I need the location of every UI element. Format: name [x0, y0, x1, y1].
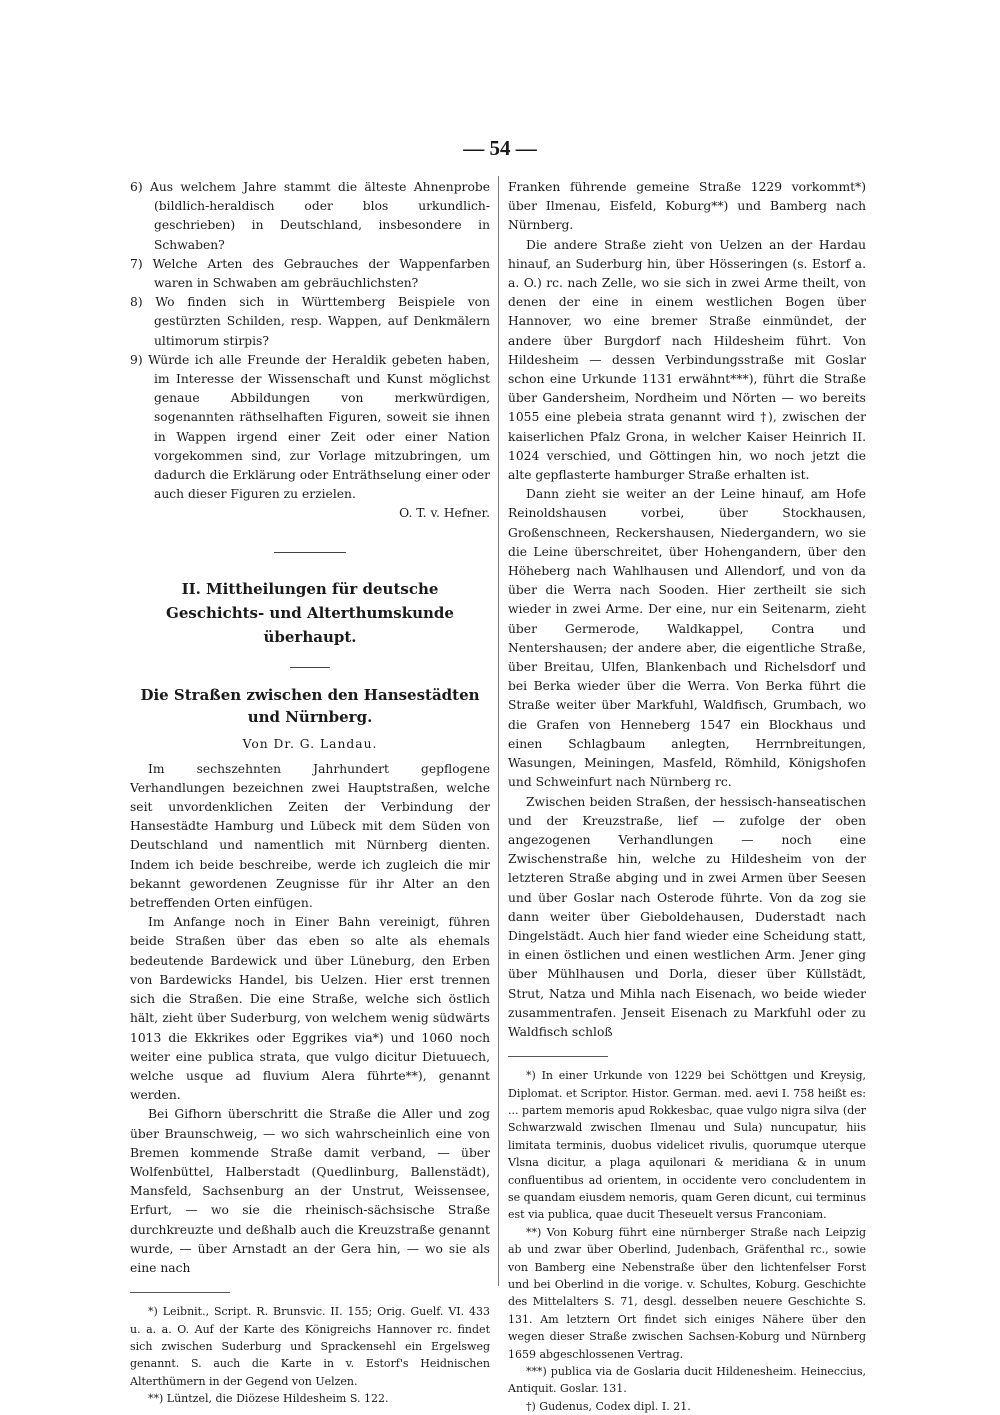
paragraph: Franken führende gemeine Straße 1229 vorkommt*) über Ilmenau, Eisfeld, Koburg**) und Bamberg nach Nürnberg.	[508, 180, 866, 233]
footnote: **) Von Koburg führt eine nürnberger Straße nach Leipzig ab und zwar über Oberlind, Judenbach, Gräfenthal rc., sowie von Bamberg eine Nebenstraße über den lichtenfelser Forst und bei Oberlind in die vorige. v. Schultes, Koburg. Geschichte des Mittelalters S. 71, desgl. desselben neuere Geschichte S. 131. Am letztern Ort findet sich einiges Nähere über den wegen dieser Straße zwischen Sachsen-Koburg und Nürnberg 1659 abgeschlossenen Vertrag.	[508, 1225, 866, 1361]
question-8: 8) Wo finden sich in Württemberg Beispiele von gestürzten Schilden, resp. Wappen, auf Denkmälern ultimorum stirpis?	[130, 295, 490, 348]
paragraph: Die andere Straße zieht von Uelzen an der Hardau hinauf, an Suderburg hin, über Hösseringen (s. Estorf a. a. O.) rc. nach Zelle, wo sie sich in zwei Arme theilt, von denen der eine in einem westlichen Bogen über Hannover, wo eine bremer Straße einmündet, der andere über Burgdorf nach Hildesheim führt. Von Hildesheim — dessen Verbindungsstraße mit Goslar schon eine Urkunde 1131 erwähnt***), führt die Straße über Gandersheim, Nordheim und Nörten — wo bereits 1055 eine plebeia strata genannt wird †), zwischen der kaiserlichen Pfalz Grona, in welcher Kaiser Heinrich II. 1024 verschied, und Göttingen hin, wo noch jetzt die alte gepflasterte hamburger Straße erhalten ist.	[508, 237, 866, 483]
question-9: 9) Würde ich alle Freunde der Heraldik gebeten haben, im Interesse der Wissenschaft und Kunst möglichst genaue Abbildungen von merkwürdigen, sogenannten räthselhaften Figuren, soweit sie ihnen in Wappen irgend einer Zeit oder einer Nation vorgekommen sind, zur Vorlage mitzubringen, um dadurch die Erklärung oder Enträthselung einer oder auch dieser Figuren zu erzielen.	[130, 352, 490, 502]
footnote: *) In einer Urkunde von 1229 bei Schöttgen und Kreysig, Diplomat. et Scriptor. Histor. German. med. aevi I. 758 heißt es: ... partem memoris apud Rokkesbac, quae vulgo nigra silva (der Schwarzwald zwischen Ilmenau und Sula) nuncupatur, hiis limitata terminis, duobus videlicet rivulis, quorumque uterque Vlsna dicitur, a plaga aquilonari & meridiana & in unum confluentibus ad orientem, in occidente vero concludentem in se quandam eiusdem nemoris, quam Geren dicunt, cui terminus est via publica, quae ducit Theseuelt versus Franconiam.	[508, 1069, 867, 1222]
paragraph: Im sechszehnten Jahrhundert gepflogene Verhandlungen bezeichnen zwei Hauptstraßen, welche seit unvordenklichen Zeiten der Verbindung der Hansestädte Hamburg und Lübeck mit dem Süden von Deutschland und namentlich mit Nürnberg dienten. Indem ich beide beschreibe, werde ich zugleich die mir bekannt gewordenen Zeugnisse für ihr Alter an den betreffenden Orten einfügen.	[130, 761, 490, 911]
paragraph: Zwischen beiden Straßen, der hessisch-hanseatischen und der Kreuzstraße, lief — zufolge der oben angezogenen Verhandlungen — noch eine Zwischenstraße hin, welche zu Hildesheim von der letzteren Straße abging und in zwei Armen über Seesen und über Goslar nach Osterode führte. Von da zog sie dann weiter über Gieboldehausen, Duderstadt nach Dingelstädt. Auch hier fand wieder eine Scheidung statt, in einen östlichen und einen westlichen Arm. Jener ging über Mühlhausen und Dorla, dieser über Küllstädt, Strut, Natza und Mihla nach Eisenach, wo beide wieder zusammentrafen. Jenseit Eisenach zu Markfuhl oder zu Waldfisch schloß	[508, 794, 866, 1039]
left-column	[130, 178, 490, 1408]
question-6: 6) Aus welchem Jahre stammt die älteste Ahnenprobe (bildlich-heraldisch oder blos urkundlich-geschrieben) in Deutschland, insbesondere in Schwaben?	[130, 180, 490, 252]
footnote-rule	[130, 1292, 230, 1293]
paragraph: Bei Gifhorn überschritt die Straße die Aller und zog über Braunschweig, — wo sich wahrscheinlich eine von Bremen kommende Straße damit verband, — über Wolfenbüttel, Halberstadt (Quedlinburg, Ballenstädt), Mansfeld, Sachsenburg an der Unstrut, Weissensee, Erfurt, — wo sie die rheinisch-sächsische Straße durchkreuzte und deßhalb auch die Kreuzstraße genannt wurde, — über Arnstadt an der Gera hin, — wo sie als eine nach	[130, 1107, 490, 1275]
footnote: *) Leibnit., Script. R. Brunsvic. II. 155; Orig. Guelf. VI. 433 u. a. a. O. Auf der Karte des Königreichs Hannover rc. findet sich zwischen Suderburg und Sprackensehl ein Ergelsweg genannt. S. auch die Karte in v. Estorf's Heidnischen Alterthümern in der Gegend von Uelzen.	[130, 1305, 490, 1388]
signature: O. T. v. Hefner.	[399, 506, 490, 521]
footnote-rule	[508, 1056, 608, 1057]
paragraph: Im Anfange noch in Einer Bahn vereinigt, führen beide Straßen über das eben so alte als ehemals bedeutende Bardewick und über Lüneburg, den Erben von Bardewicks Handel, bis Uelzen. Hier erst trennen sich die Straßen. Die eine Straße, welche sich östlich hält, zieht über Suderburg, von welchem wenig südwärts 1013 die Ekkrikes oder Eggrikes via*) und 1060 noch weiter eine publica strata, que vulgo dicitur Dietuuech, welche usque ad fluvium Alera führte**), genannt werden.	[130, 915, 490, 1103]
byline: Von Dr. G. Landau.	[242, 736, 378, 751]
question-7: 7) Welche Arten des Gebrauches der Wappenfarben waren in Schwaben am gebräuchlichsten?	[130, 256, 490, 291]
column-divider	[498, 176, 499, 1286]
section-rule	[274, 552, 346, 553]
paragraph: Dann zieht sie weiter an der Leine hinauf, am Hofe Reinoldshausen vorbei, über Stockhausen, Großenschneen, Reckershausen, Niedergandern, wo sie die Leine überschreitet, über Hohengandern, über den Höheberg nach Wahlhausen und Allendorf, und von da über die Werra nach Sooden. Hier zertheilt sie sich wieder in zwei Arme. Der eine, nur ein Seitenarm, zieht über Germerode, Waldkappel, Contra und Nentershausen; der andere aber, die eigentliche Straße, über Breitau, Ulfen, Blankenbach und Richelsdorf und bei Berka wieder über die Werra. Von Berka führt die Straße weiter über Markfuhl, Waldfisch, Grumbach, wo die Grafen von Henneberg 1547 ein Blockhaus und einen Schlagbaum anlegten, Herrnbreitungen, Wasungen, Meiningen, Masfeld, Römhild, Königshofen und Schweinfurt nach Nürnberg rc.	[508, 487, 866, 790]
page-number: — 54 —	[463, 136, 537, 160]
footnote: ***) publica via de Goslaria ducit Hildenesheim. Heineccius, Antiquit. Goslar. 131.	[508, 1365, 866, 1396]
footnote: †) Gudenus, Codex dipl. I. 21.	[526, 1399, 691, 1413]
title-rule	[290, 667, 330, 668]
section-heading: II. Mittheilungen für deutsche Geschichts- und Alterthumskunde überhaupt.	[166, 579, 454, 646]
footnote: **) Lüntzel, die Diözese Hildesheim S. 122.	[148, 1392, 389, 1406]
article-title: Die Straßen zwischen den Hansestädten und Nürnberg.	[140, 685, 480, 726]
right-column	[508, 178, 866, 1415]
